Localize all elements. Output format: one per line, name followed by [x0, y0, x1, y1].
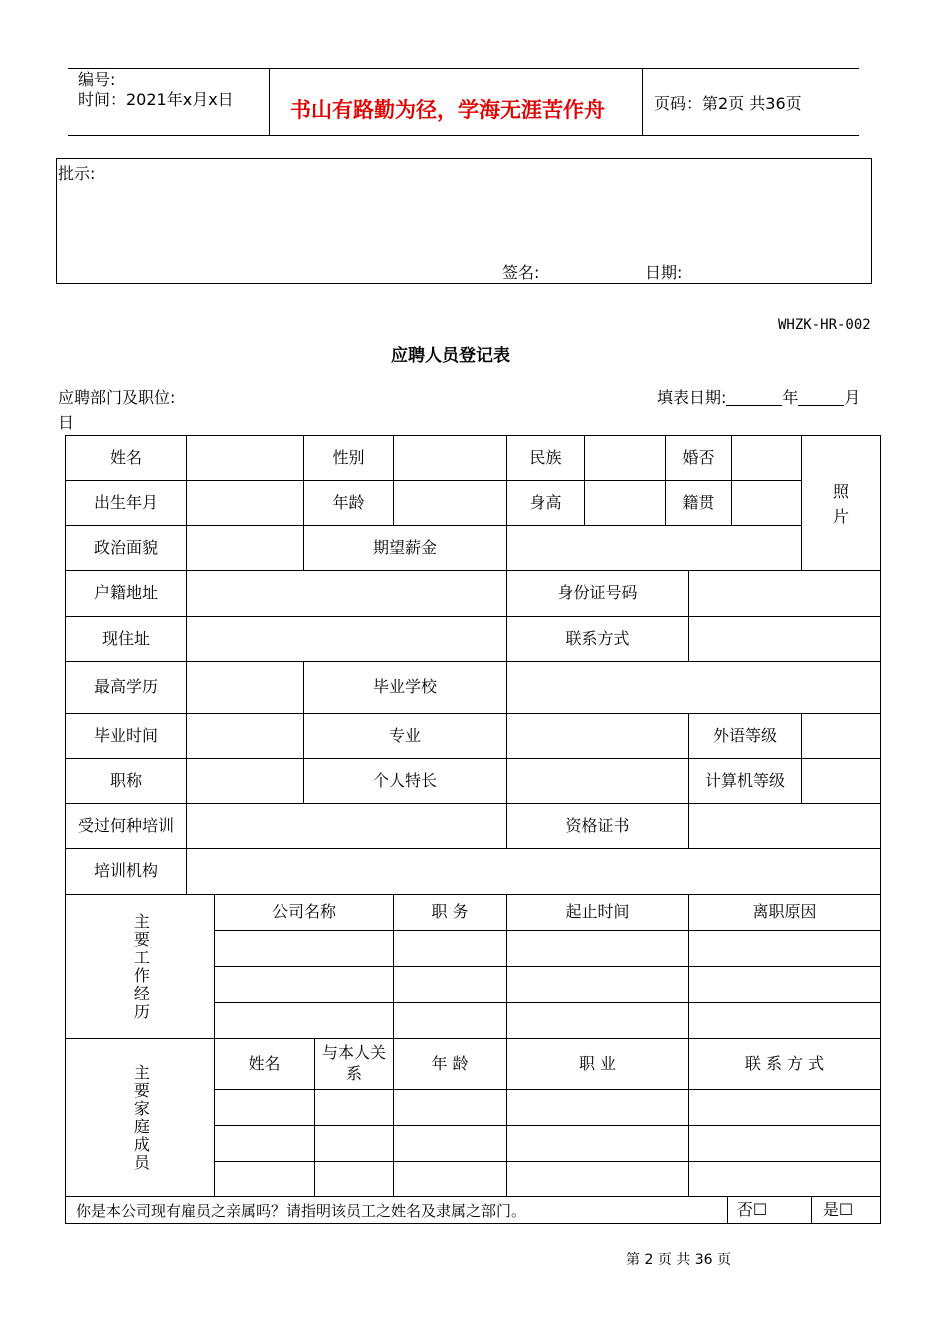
year-label: 年 [782, 388, 799, 407]
family-row-1-occupation[interactable] [506, 1089, 689, 1126]
contact-label: 联系方式 [565, 628, 630, 648]
relative-yes-checkbox[interactable]: 是☐ [822, 1199, 854, 1219]
family-row-3-relation[interactable] [314, 1161, 394, 1197]
work-row-2-reason[interactable] [688, 966, 881, 1003]
institution-label: 培训机构 [93, 861, 158, 881]
major-label: 专业 [388, 725, 421, 745]
motto: 书山有路勤为径，学海无涯苦作舟 [290, 98, 605, 122]
birth-field[interactable] [186, 480, 304, 526]
month-blank[interactable] [798, 391, 844, 406]
marital-field[interactable] [731, 435, 802, 481]
family-row-3-occupation[interactable] [506, 1161, 689, 1197]
form-code: WHZK-HR-002 [778, 317, 871, 333]
foreign-lang-field[interactable] [801, 713, 881, 759]
ethnicity-label: 民族 [529, 447, 562, 467]
grad-time-field[interactable] [186, 713, 304, 759]
family-row-2-age[interactable] [393, 1125, 507, 1162]
family-row-1-contact[interactable] [688, 1089, 881, 1126]
origin-field[interactable] [731, 480, 802, 526]
family-header-name: 姓名 [248, 1053, 281, 1073]
family-row-2-relation[interactable] [314, 1125, 394, 1162]
family-header-age: 年 龄 [431, 1053, 469, 1073]
height-label: 身高 [529, 492, 562, 512]
work-section-label: 主要工作经历 [131, 912, 151, 1021]
work-row-2-position[interactable] [393, 966, 507, 1003]
certificate-label: 资格证书 [565, 815, 630, 835]
contact-field[interactable] [688, 616, 881, 662]
fill-date-label: 填表日期: [657, 388, 727, 407]
dept-position-label: 应聘部门及职位: [58, 388, 176, 407]
family-section-label: 主要家庭成员 [131, 1063, 151, 1172]
family-row-3-contact[interactable] [688, 1161, 881, 1197]
work-header-reason: 离职原因 [752, 902, 817, 922]
computer-field[interactable] [801, 758, 881, 804]
family-row-2-name[interactable] [214, 1125, 315, 1162]
family-row-3-age[interactable] [393, 1161, 507, 1197]
year-blank[interactable] [726, 391, 782, 406]
name-field[interactable] [186, 435, 304, 481]
family-row-1-relation[interactable] [314, 1089, 394, 1126]
name-label: 姓名 [109, 447, 142, 467]
foreign-lang-label: 外语等级 [712, 725, 777, 745]
form-title: 应聘人员登记表 [391, 346, 510, 366]
birth-label: 出生年月 [93, 492, 158, 512]
address-field[interactable] [186, 616, 507, 662]
ethnicity-field[interactable] [584, 435, 666, 481]
work-row-3-company[interactable] [214, 1002, 394, 1039]
sign-label: 签名: [502, 263, 540, 282]
work-row-1-position[interactable] [393, 930, 507, 967]
salary-label: 期望薪金 [372, 537, 437, 557]
training-field[interactable] [186, 803, 507, 849]
approval-date-label: 日期: [645, 263, 683, 282]
relative-no-checkbox[interactable]: 否☐ [736, 1199, 768, 1219]
relative-question: 你是本公司现有雇员之亲属吗？请指明该员工之姓名及隶属之部门。 [76, 1201, 527, 1220]
address-label: 现住址 [101, 628, 150, 648]
work-header-company: 公司名称 [271, 902, 336, 922]
family-row-1-age[interactable] [393, 1089, 507, 1126]
work-row-2-company[interactable] [214, 966, 394, 1003]
family-row-1-name[interactable] [214, 1089, 315, 1126]
household-label: 户籍地址 [93, 583, 158, 603]
work-row-3-reason[interactable] [688, 1002, 881, 1039]
photo-label-2: 片 [832, 506, 849, 526]
approval-label: 批示: [58, 164, 96, 183]
work-header-period: 起止时间 [565, 902, 630, 922]
education-label: 最高学历 [93, 677, 158, 697]
gender-label: 性别 [332, 447, 365, 467]
family-row-2-contact[interactable] [688, 1125, 881, 1162]
specialty-label: 个人特长 [372, 770, 437, 790]
page-footer: 第 2 页 共 36 页 [626, 1252, 731, 1268]
work-row-1-reason[interactable] [688, 930, 881, 967]
family-header-relation: 与本人关系 [322, 1043, 387, 1083]
household-field[interactable] [186, 570, 507, 617]
title-field[interactable] [186, 758, 304, 804]
doc-number-label: 编号: [78, 70, 116, 89]
school-label: 毕业学校 [372, 677, 437, 697]
gender-field[interactable] [393, 435, 507, 481]
work-row-3-position[interactable] [393, 1002, 507, 1039]
computer-label: 计算机等级 [704, 770, 785, 790]
institution-field[interactable] [186, 848, 881, 895]
work-row-3-period[interactable] [506, 1002, 689, 1039]
family-header-contact: 联 系 方 式 [744, 1053, 825, 1073]
work-header-position: 职 务 [431, 902, 469, 922]
month-label: 月 [844, 388, 861, 407]
major-field[interactable] [506, 713, 689, 759]
education-field[interactable] [186, 661, 304, 714]
doc-time-label: 时间：2021年x月x日 [78, 90, 234, 109]
title-label: 职称 [109, 770, 142, 790]
family-row-2-occupation[interactable] [506, 1125, 689, 1162]
certificate-field[interactable] [688, 803, 881, 849]
politics-field[interactable] [186, 525, 304, 571]
origin-label: 籍贯 [682, 492, 715, 512]
work-row-1-period[interactable] [506, 930, 689, 967]
approval-box [56, 158, 872, 284]
grad-time-label: 毕业时间 [93, 725, 158, 745]
page-label: 页码：第2页 共36页 [654, 94, 802, 113]
idcard-field[interactable] [688, 570, 881, 617]
age-label: 年龄 [332, 492, 365, 512]
photo-label-1: 照 [832, 481, 849, 501]
specialty-field[interactable] [506, 758, 689, 804]
age-field[interactable] [393, 480, 507, 526]
fill-date [657, 390, 860, 406]
family-header-occupation: 职 业 [578, 1053, 617, 1073]
family-row-3-name[interactable] [214, 1161, 315, 1197]
day-label: 日 [58, 413, 75, 432]
work-row-2-period[interactable] [506, 966, 689, 1003]
salary-field[interactable] [506, 525, 802, 571]
politics-label: 政治面貌 [93, 537, 158, 557]
marital-label: 婚否 [682, 447, 715, 467]
training-label: 受过何种培训 [77, 815, 174, 835]
school-field[interactable] [506, 661, 881, 714]
height-field[interactable] [584, 480, 666, 526]
idcard-label: 身份证号码 [557, 583, 638, 603]
work-row-1-company[interactable] [214, 930, 394, 967]
